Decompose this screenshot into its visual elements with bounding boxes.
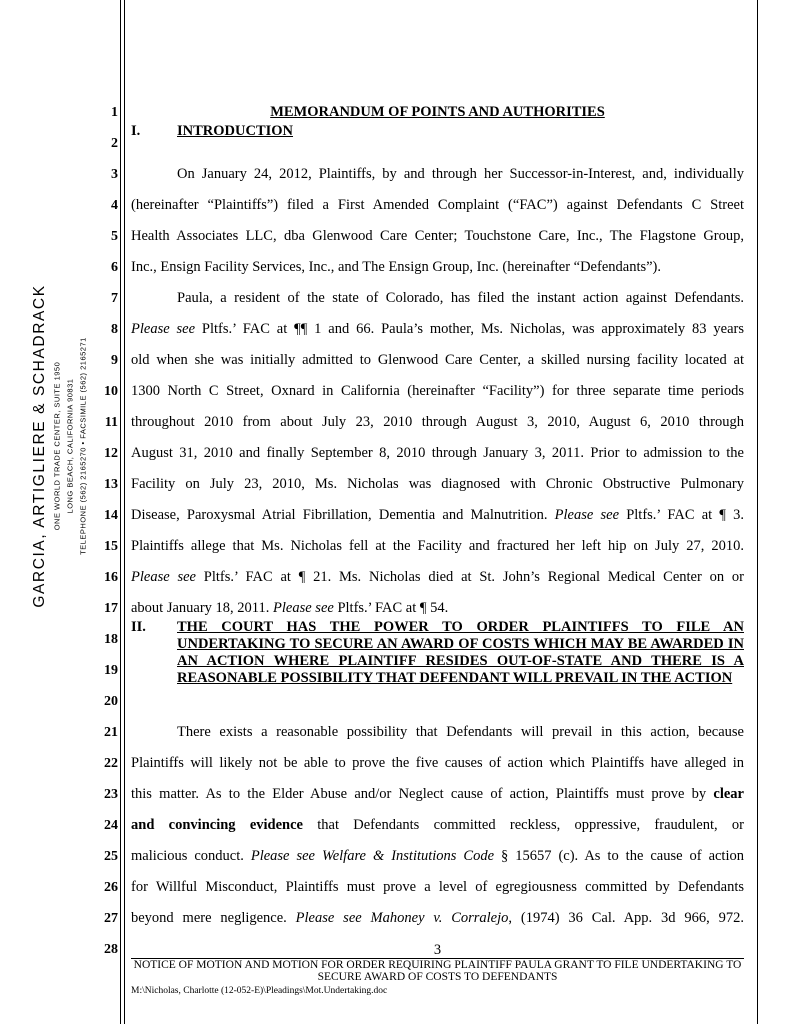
line-number: 4: [111, 198, 118, 213]
citation-signal: Please see: [131, 321, 196, 337]
line-number: 9: [111, 353, 118, 368]
text-line: Health Associates LLC, dba Glenwood Care Center; Touchstone Care, Inc., The Flagstone Group,: [131, 228, 744, 244]
text-line: 1300 North C Street, Oxnard in California (hereinafter “Facility”) for three separate time periods: [131, 383, 744, 399]
line-number: 19: [104, 663, 118, 678]
line-number: 27: [104, 911, 118, 926]
firm-name: GARCIA, ARTIGLIERE & SCHADRACK: [31, 284, 48, 608]
line-number: 20: [104, 694, 118, 709]
line-number: 17: [104, 601, 118, 616]
heading-number: I.: [131, 123, 141, 139]
text-line: malicious conduct. Please see Welfare & Institutions Code § 15657 (c). As to the cause of action: [131, 848, 744, 864]
line-number: 7: [111, 291, 118, 306]
line-number: 8: [111, 322, 118, 337]
text-line: Disease, Paroxysmal Atrial Fibrillation, Dementia and Malnutrition. Please see Pltfs.’ FAC at ¶ 3.: [131, 507, 744, 523]
footer-title: NOTICE OF MOTION AND MOTION FOR ORDER REQUIRING PLAINTIFF PAULA GRANT TO FILE UNDERTAKING TO SECURE AWARD OF COSTS TO DEFENDANTS: [133, 959, 742, 983]
text-line: (hereinafter “Plaintiffs”) filed a First Amended Complaint (“FAC”) against Defendants C Street: [131, 197, 744, 213]
document-title: MEMORANDUM OF POINTS AND AUTHORITIES: [270, 104, 605, 120]
citation-signal: Please see: [131, 569, 196, 585]
left-margin-rule-inner: [124, 0, 125, 1024]
text-line: Facility on July 23, 2010, Ms. Nicholas was diagnosed with Chronic Obstructive Pulmonary: [131, 476, 744, 492]
text-line: Inc., Ensign Facility Services, Inc., and The Ensign Group, Inc. (hereinafter “Defendants”).: [131, 259, 662, 275]
text-line: this matter. As to the Elder Abuse and/or Neglect cause of action, Plaintiffs must prove by clear: [131, 786, 744, 802]
line-number: 26: [104, 880, 118, 895]
text-line: Please see Pltfs.’ FAC at ¶ 21. Ms. Nicholas died at St. John’s Regional Medical Center on or: [131, 569, 744, 585]
line-number: 6: [111, 260, 118, 275]
heading-section-ii: [131, 619, 744, 699]
text-line: and convincing evidence that Defendants committed reckless, oppressive, fraudulent, or: [131, 817, 744, 833]
heading-text: INTRODUCTION: [177, 123, 294, 139]
citation-signal: Please see: [554, 507, 620, 523]
citation: Please see Welfare & Institutions Code: [250, 848, 495, 864]
line-number: 2: [111, 136, 118, 151]
line-number: 10: [104, 384, 118, 399]
right-margin-rule: [757, 0, 758, 1024]
text-line: On January 24, 2012, Plaintiffs, by and through her Successor-in-Interest, and, individually: [177, 166, 744, 182]
heading-introduction: [131, 123, 744, 140]
text-line: beyond mere negligence. Please see Mahoney v. Corralejo, (1974) 36 Cal. App. 3d 966, 972.: [131, 910, 744, 926]
firm-address-line1: ONE WORLD TRADE CENTER, SUITE 1950: [52, 361, 62, 531]
line-number: 21: [104, 725, 118, 740]
line-number: 5: [111, 229, 118, 244]
line-number: 12: [104, 446, 118, 461]
firm-address-line2: LONG BEACH, CALIFORNIA 90831: [65, 378, 75, 514]
line-number: 15: [104, 539, 118, 554]
text-line: August 31, 2010 and finally September 8, 2010 through January 3, 2011. Prior to admission to the: [131, 445, 744, 461]
line-number: 24: [104, 818, 118, 833]
heading-text: THE COURT HAS THE POWER TO ORDER PLAINTIFFS TO FILE AN UNDERTAKING TO SECURE AN AWARD OF COSTS WHICH MAY BE AWARDED IN AN ACTION WHERE PLAINTIFF RESIDES OUT-OF-STATE AND THERE IS A REASONABLE POSSIBILITY THAT DEFENDANT WILL PREVAIL IN THE ACTION: [177, 619, 744, 686]
text-line: There exists a reasonable possibility that Defendants will prevail in this action, because: [177, 724, 744, 740]
line-number: 3: [111, 167, 118, 182]
file-path: M:\Nicholas, Charlotte (12-052-E)\Pleadings\Mot.Undertaking.doc: [131, 986, 388, 996]
line-number: 22: [104, 756, 118, 771]
line-number: 18: [104, 632, 118, 647]
text-line: for Willful Misconduct, Plaintiffs must prove a level of egregiousness committed by Defendants: [131, 879, 744, 895]
line-number: 23: [104, 787, 118, 802]
line-number: 1: [111, 105, 118, 120]
page-number: 3: [433, 942, 442, 958]
line-number: 14: [104, 508, 118, 523]
text-line: Plaintiffs will likely not be able to prove the five causes of action which Plaintiffs have alleged in: [131, 755, 744, 771]
text-line: Plaintiffs allege that Ms. Nicholas fell at the Facility and fractured her left hip on July 27, 2010.: [131, 538, 744, 554]
text-line: about January 18, 2011. Please see Pltfs.’ FAC at ¶ 54.: [131, 600, 449, 616]
line-number: 28: [104, 942, 118, 957]
left-margin-rule-outer: [120, 0, 121, 1024]
text-line: Please see Pltfs.’ FAC at ¶¶ 1 and 66. Paula’s mother, Ms. Nicholas, was approximately 83 years: [131, 321, 744, 337]
line-number: 13: [104, 477, 118, 492]
text-line: Paula, a resident of the state of Colorado, has filed the instant action against Defendants.: [177, 290, 744, 306]
heading-number: II.: [131, 619, 146, 635]
line-number: 25: [104, 849, 118, 864]
text-line: old when she was initially admitted to Glenwood Care Center, a skilled nursing facility located at: [131, 352, 744, 368]
firm-phone-line: TELEPHONE (562) 2165270 • FACSIMILE (562) 2165271: [78, 337, 88, 555]
citation: Please see Mahoney v. Corralejo: [295, 910, 509, 926]
citation-signal: Please see: [273, 600, 334, 616]
text-line: throughout 2010 from about July 23, 2010 through August 3, 2010, August 6, 2010 through: [131, 414, 744, 430]
line-number: 16: [104, 570, 118, 585]
line-number: 11: [104, 415, 118, 430]
